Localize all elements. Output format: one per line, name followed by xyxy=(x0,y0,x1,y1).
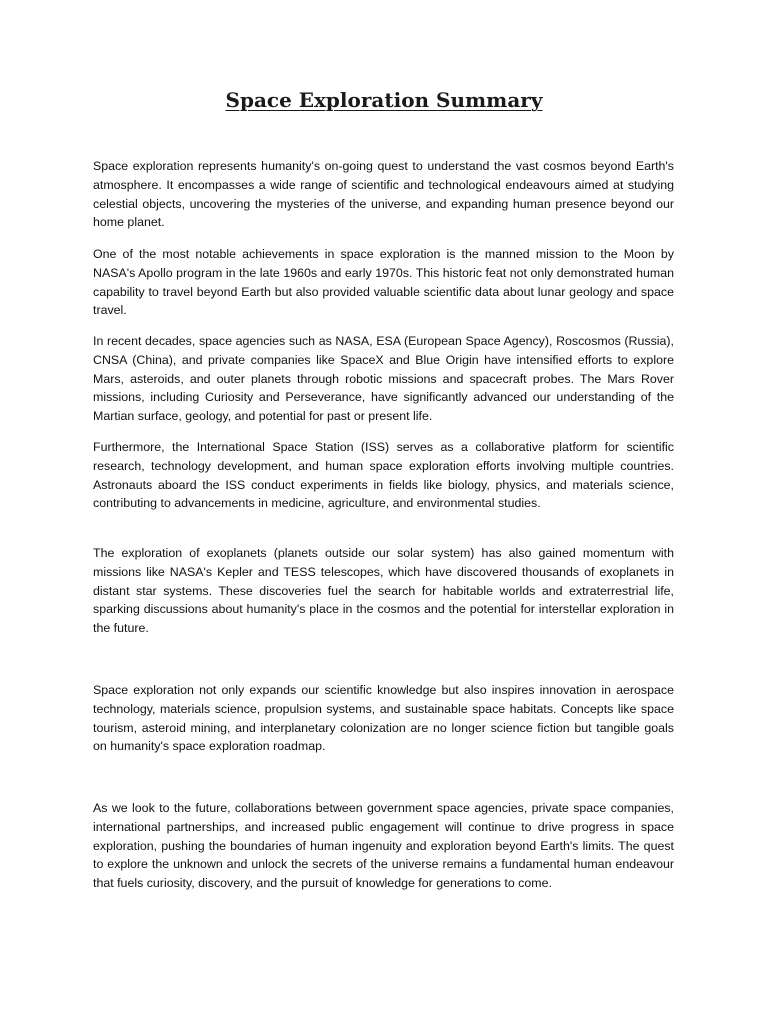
paragraph-apollo: One of the most notable achievements in space exploration is the manned mission to the Moon by NASA's Apollo program in the late 1960s and early 1970s. This historic feat not only demonstrated human capability to travel beyond Earth but also provided valuable scientific data about lunar geology and space travel. xyxy=(93,247,674,318)
paragraph-iss: Furthermore, the International Space Station (ISS) serves as a collaborative platform for scientific research, technology development, and human space exploration efforts involving multiple countries. Astronauts aboard the ISS conduct experiments in fields like biology, physics, and materials science, contributing to advancements in medicine, agriculture, and environmental studies. xyxy=(93,440,674,511)
page-title: Space Exploration Summary xyxy=(225,88,543,112)
paragraph-intro: Space exploration represents humanity's on-going quest to understand the vast cosmos beyond Earth's atmosphere. It encompasses a wide range of scientific and technological endeavours aimed at studying celestial objects, uncovering the mysteries of the universe, and expanding human presence beyond our home planet. xyxy=(93,159,674,230)
paragraph-innovation: Space exploration not only expands our scientific knowledge but also inspires innovation in aerospace technology, materials science, propulsion systems, and sustainable space habitats. Concepts like space tourism, asteroid mining, and interplanetary colonization are no longer science fiction but tangible goals on humanity's space exploration roadmap. xyxy=(93,683,674,754)
paragraph-future: As we look to the future, collaborations between government space agencies, private space companies, international partnerships, and increased public engagement will continue to drive progress in space exploration, pushing the boundaries of human ingenuity and exploration beyond Earth's limits. The quest to explore the unknown and unlock the secrets of the universe remains a fundamental human endeavour that fuels curiosity, discovery, and the pursuit of knowledge for generations to come. xyxy=(93,801,674,891)
paragraph-space-agencies: In recent decades, space agencies such as NASA, ESA (European Space Agency), Roscosmos (Russia), CNSA (China), and private companies like SpaceX and Blue Origin have intensified efforts to explore Mars, asteroids, and outer planets through robotic missions and spacecraft probes. The Mars Rover missions, including Curiosity and Perseverance, have significantly advanced our understanding of the Martian surface, geology, and potential for past or present life. xyxy=(93,334,674,424)
paragraph-exoplanets: The exploration of exoplanets (planets outside our solar system) has also gained momentum with missions like NASA's Kepler and TESS telescopes, which have discovered thousands of exoplanets in distant star systems. These discoveries fuel the search for habitable worlds and extraterrestrial life, sparking discussions about humanity's place in the cosmos and the potential for interstellar exploration in the future. xyxy=(93,546,674,636)
